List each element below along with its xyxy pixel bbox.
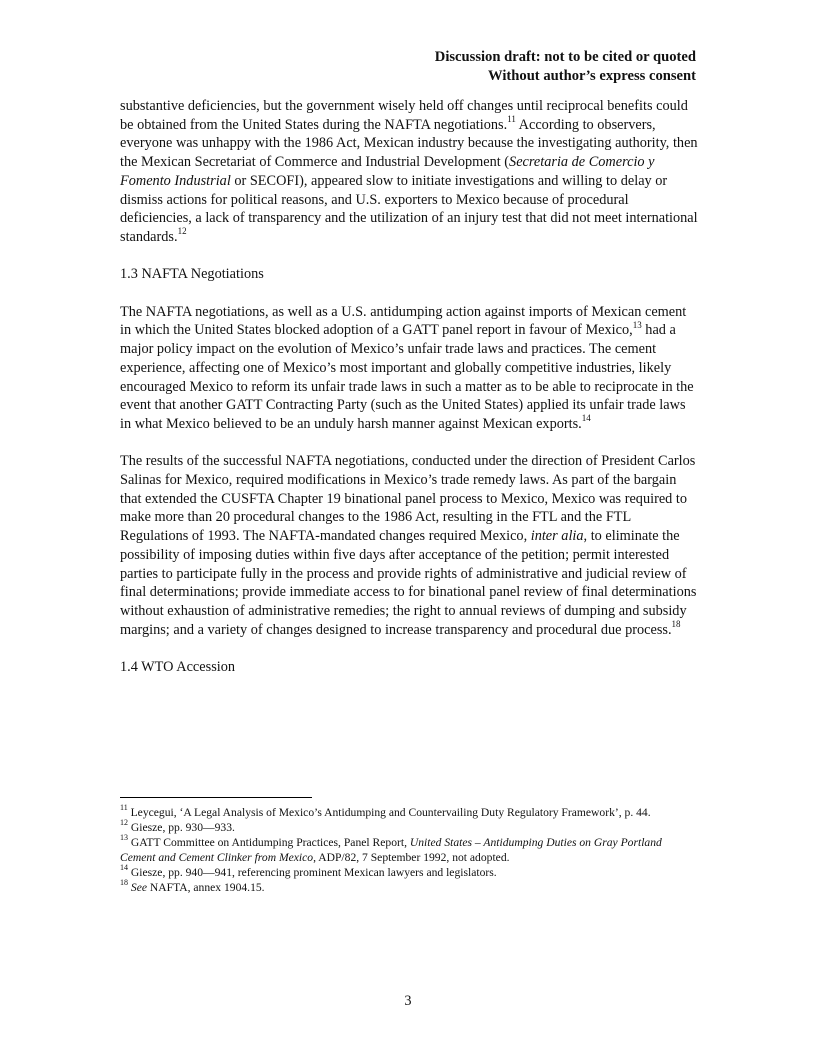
- text-run: or SECOFI), appeared slow to initiate investigations and willing to delay or dismiss actions for political reasons, and U.S. exporters to Mexico because of procedural deficiencies, a lack of transparency and the utilization of an injury test that did not meet international standards.: [120, 172, 698, 245]
- footnote-ref-14: 14: [581, 413, 591, 424]
- italic-text: Secretaria de Comercio y Fomento Industrial: [120, 154, 655, 189]
- section-heading-1-4: 1.4 WTO Accession: [120, 659, 236, 676]
- section-heading-1-3: 1.3 NAFTA Negotiations: [120, 266, 264, 283]
- footnote-18: [120, 880, 700, 895]
- footnote-13: [120, 835, 700, 865]
- footnote-number: 13: [120, 833, 128, 843]
- page-number: 3: [404, 993, 412, 1009]
- text-run: substantive deficiencies, but the government wisely held off changes until reciprocal benefits could be obtained from the United States during the NAFTA negotiations.: [120, 98, 688, 133]
- main-body: [120, 97, 698, 695]
- text-run: , to eliminate the possibility of imposing duties within five days after acceptance of the petition; permit interested parties to participate fully in the process and provide rights of administrative and judicial review of final determinations; provide immediate access to for binational panel review of final determinations without exhaustion of administrative remedies; the right to annual reviews of dumping and subsidy margins; and a variety of changes designed to increase transparency and procedural due process.: [120, 528, 697, 638]
- text-run: had a major policy impact on the evolution of Mexico’s unfair trade laws and practices. The cement experience, affecting one of Mexico’s most important and globally competitive industries, likely encouraged Mexico to reform its unfair trade laws in such a matter as to be able to reciprocate in the event that another GATT Contracting Party (such as the United States) applied its unfair trade laws in what Mexico believed to be an unduly harsh manner against Mexican exports.: [120, 322, 694, 432]
- header-line-1: Discussion draft: not to be cited or quoted: [434, 49, 696, 65]
- page-header: [435, 48, 696, 86]
- footnote-14: [120, 865, 700, 880]
- text-run: According to observers, everyone was unhappy with the 1986 Act, Mexican industry because the investigating authority, then the Mexican Secretariat of Commerce and Industrial Development (: [120, 116, 698, 171]
- footnote-number: 12: [120, 818, 128, 828]
- footnote-text: Giesze, pp. 930—933.: [128, 821, 235, 834]
- footnote-divider: [120, 797, 312, 798]
- footnote-number: 14: [120, 863, 128, 873]
- text-run: The results of the successful NAFTA negotiations, conducted under the direction of President Carlos Salinas for Mexico, required modifications in Mexico’s trade remedy laws. As part of the bargain that extended the CUSFTA Chapter 19 binational panel process to Mexico, Mexico was required to make more than 20 procedural changes to the 1986 Act, resulting in the FTL and the FTL Regulations of 1993. The NAFTA-mandated changes required Mexico,: [120, 453, 696, 545]
- footnote-text: Giesze, pp. 940—941, referencing prominent Mexican lawyers and legislators.: [128, 866, 497, 879]
- paragraph-1: [120, 97, 698, 247]
- italic-text: inter alia: [530, 528, 584, 545]
- footnote-italic-see: See: [130, 881, 147, 894]
- footnote-ref-12: 12: [177, 226, 187, 237]
- footnote-11: [120, 805, 700, 820]
- footnote-text: NAFTA, annex 1904.15.: [147, 881, 265, 894]
- footnote-ref-18: 18: [671, 618, 681, 629]
- footnote-ref-11: 11: [507, 113, 516, 124]
- footnote-text: Leycegui, ‘A Legal Analysis of Mexico’s Antidumping and Countervailing Duty Regulatory Framework’, p. 44.: [127, 806, 651, 819]
- footnote-italic-title: United States – Antidumping Duties on Gray Portland Cement and Cement Clinker from Mexico: [120, 836, 662, 864]
- footnotes: [120, 797, 700, 895]
- header-line-2: Without author’s express consent: [488, 68, 696, 84]
- paragraph-3: [120, 452, 698, 639]
- footnote-text: GATT Committee on Antidumping Practices, Panel Report,: [128, 836, 410, 849]
- text-run: The NAFTA negotiations, as well as a U.S. antidumping action against imports of Mexican cement in which the United States blocked adoption of a GATT panel report in favour of Mexico,: [120, 303, 687, 339]
- footnote-12: [120, 820, 700, 835]
- footnote-ref-13: 13: [632, 319, 642, 330]
- footnote-text: , ADP/82, 7 September 1992, not adopted.: [313, 851, 510, 864]
- footnote-number: 18: [120, 878, 128, 888]
- paragraph-2: [120, 303, 698, 434]
- footnote-number: 11: [120, 803, 128, 813]
